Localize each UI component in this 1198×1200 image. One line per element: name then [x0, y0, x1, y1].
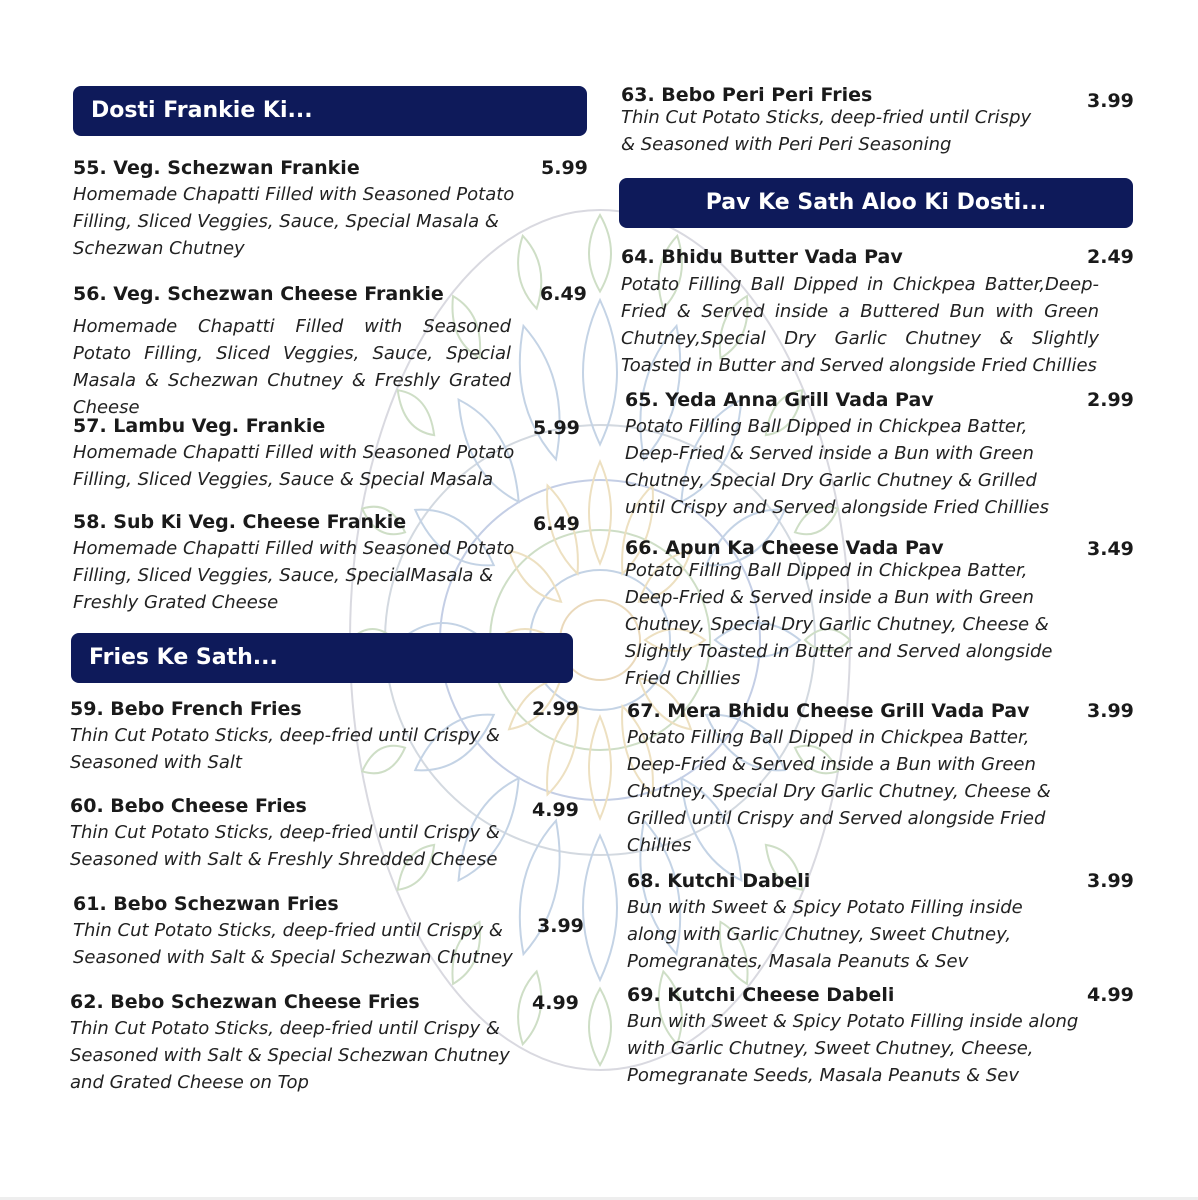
item-description: Thin Cut Potato Sticks, deep-fried until Crispy & Seasoned with Peri Peri Seasoning	[621, 107, 1032, 155]
item-description: Homemade Chapatti Filled with Seasoned Potato Filling, Sliced Veggies, Sauce, Special Masala & Schezwan Chutney & Freshly Grated Cheese	[73, 316, 511, 418]
item-price: 5.99	[533, 417, 580, 439]
menu-item	[70, 793, 582, 873]
item-name: 63. Bebo Peri Peri Fries	[621, 84, 873, 106]
item-description: Homemade Chapatti Filled with Seasoned Potato Filling, Sliced Veggies, Sauce, Special Masala & Schezwan Chutney	[73, 184, 515, 259]
item-description: Potato Filling Ball Dipped in Chickpea Batter,Deep-Fried & Served inside a Buttered Bun with Green Chutney,Special Dry Garlic Chutney & Slightly Toasted in Butter and Served alongside Fried Chillies	[621, 274, 1099, 376]
item-price: 6.49	[540, 283, 587, 305]
item-name: 55. Veg. Schezwan Frankie	[73, 157, 360, 179]
item-price: 3.99	[1087, 700, 1134, 722]
item-name: 62. Bebo Schezwan Cheese Fries	[70, 991, 420, 1013]
mandala-petal	[589, 462, 611, 564]
item-price: 2.99	[1087, 389, 1134, 411]
item-description: Thin Cut Potato Sticks, deep-fried until Crispy & Seasoned with Salt & Special Schezwan Chutney and Grated Cheese on Top	[70, 1018, 510, 1093]
item-name: 58. Sub Ki Veg. Cheese Frankie	[73, 511, 407, 533]
menu-item	[627, 982, 1134, 1089]
menu-item	[625, 387, 1134, 521]
menu-item	[627, 698, 1134, 859]
menu-item	[73, 891, 585, 971]
mandala-petal	[589, 215, 611, 292]
menu-item	[73, 509, 585, 616]
menu-item	[70, 696, 582, 776]
item-price: 4.99	[532, 799, 579, 821]
item-description: Thin Cut Potato Sticks, deep-fried until Crispy & Seasoned with Salt	[70, 725, 500, 773]
item-price: 3.99	[1087, 90, 1134, 112]
item-price: 4.99	[532, 992, 579, 1014]
menu-item	[70, 989, 582, 1096]
item-name: 68. Kutchi Dabeli	[627, 870, 811, 892]
item-description: Thin Cut Potato Sticks, deep-fried until Crispy & Seasoned with Salt & Freshly Shredded Cheese	[70, 822, 500, 870]
item-price: 3.49	[1087, 538, 1134, 560]
item-name: 67. Mera Bhidu Cheese Grill Vada Pav	[627, 700, 1030, 722]
item-name: 65. Yeda Anna Grill Vada Pav	[625, 389, 934, 411]
menu-item	[73, 155, 588, 262]
item-price: 2.99	[532, 698, 579, 720]
section-header-vada-pav	[619, 178, 1133, 228]
item-name: 56. Veg. Schezwan Cheese Frankie	[73, 283, 444, 305]
menu-item	[625, 535, 1134, 692]
section-header-frankie	[73, 86, 587, 136]
item-name: 57. Lambu Veg. Frankie	[73, 415, 326, 437]
menu-item	[73, 413, 585, 493]
item-description: Potato Filling Ball Dipped in Chickpea Batter, Deep-Fried & Served inside a Bun with Green Chutney, Special Dry Garlic Chutney, Cheese & Slightly Toasted in Butter and Served alongside Fried Chillies	[625, 560, 1053, 689]
section-title: Fries Ke Sath...	[89, 645, 278, 670]
menu-item	[73, 281, 585, 421]
item-description: Thin Cut Potato Sticks, deep-fried until Crispy & Seasoned with Salt & Special Schezwan Chutney	[73, 920, 513, 968]
item-name: 69. Kutchi Cheese Dabeli	[627, 984, 895, 1006]
item-price: 6.49	[533, 513, 580, 535]
section-title: Dosti Frankie Ki...	[91, 98, 313, 123]
item-name: 60. Bebo Cheese Fries	[70, 795, 307, 817]
menu-item	[627, 868, 1134, 975]
item-name: 61. Bebo Schezwan Fries	[73, 893, 339, 915]
section-header-fries	[71, 633, 573, 683]
item-price: 5.99	[541, 157, 588, 179]
item-description: Homemade Chapatti Filled with Seasoned Potato Filling, Sliced Veggies, Sauce & Special Masala	[73, 442, 515, 490]
section-title: Pav Ke Sath Aloo Ki Dosti...	[705, 190, 1047, 215]
item-price: 3.99	[537, 915, 584, 937]
item-name: 66. Apun Ka Cheese Vada Pav	[625, 537, 944, 559]
item-description: Bun with Sweet & Spicy Potato Filling inside along with Garlic Chutney, Sweet Chutney, Cheese, Pomegranate Seeds, Masala Peanuts & Sev	[627, 1011, 1079, 1086]
item-name: 59. Bebo French Fries	[70, 698, 302, 720]
item-description: Homemade Chapatti Filled with Seasoned Potato Filling, Sliced Veggies, Sauce, SpecialMasala & Freshly Grated Cheese	[73, 538, 515, 613]
item-price: 4.99	[1087, 984, 1134, 1006]
mandala-petal	[589, 989, 611, 1066]
menu-item	[621, 244, 1134, 379]
item-description: Bun with Sweet & Spicy Potato Filling inside along with Garlic Chutney, Sweet Chutney, Pomegranates, Masala Peanuts & Sev	[627, 897, 1023, 972]
mandala-petal	[583, 300, 617, 445]
item-price: 2.49	[1087, 246, 1134, 268]
item-price: 3.99	[1087, 870, 1134, 892]
item-description: Potato Filling Ball Dipped in Chickpea Batter, Deep-Fried & Served inside a Bun with Green Chutney, Special Dry Garlic Chutney, Cheese & Grilled until Crispy and Served alongside Fried Chillies	[627, 727, 1051, 856]
menu-item	[621, 82, 1134, 158]
item-name: 64. Bhidu Butter Vada Pav	[621, 246, 903, 268]
mandala-petal	[589, 717, 611, 819]
item-description: Potato Filling Ball Dipped in Chickpea Batter, Deep-Fried & Served inside a Bun with Green Chutney, Special Dry Garlic Chutney & Grilled until Crispy and Served alongside Fried Chillies	[625, 416, 1049, 518]
mandala-petal	[583, 836, 617, 981]
